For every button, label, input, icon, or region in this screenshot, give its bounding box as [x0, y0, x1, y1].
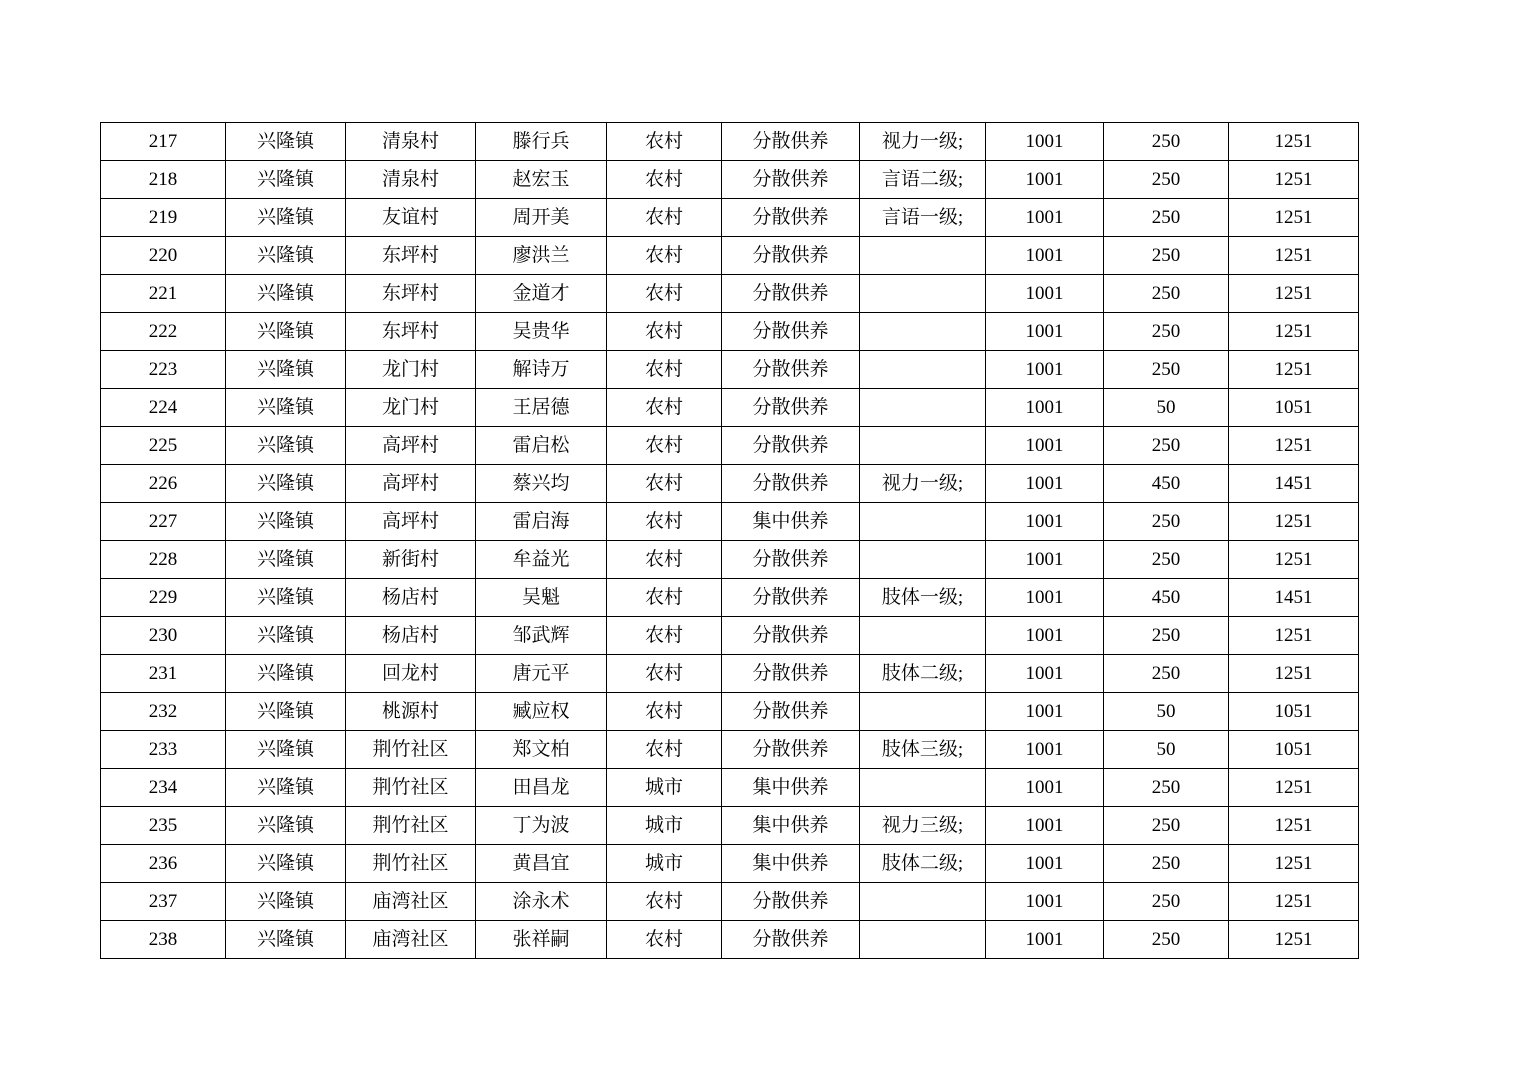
table-cell: 250	[1104, 655, 1229, 693]
table-cell: 黄昌宜	[476, 845, 607, 883]
table-cell: 吴魁	[476, 579, 607, 617]
table-cell: 城市	[607, 769, 722, 807]
table-cell: 1001	[986, 921, 1104, 959]
table-row	[101, 655, 1359, 693]
table-cell: 兴隆镇	[226, 579, 346, 617]
table-cell: 桃源村	[346, 693, 476, 731]
table-cell: 廖洪兰	[476, 237, 607, 275]
table-cell: 兴隆镇	[226, 693, 346, 731]
table-cell: 城市	[607, 845, 722, 883]
table-cell: 集中供养	[722, 503, 860, 541]
table-cell: 农村	[607, 351, 722, 389]
table-cell: 农村	[607, 693, 722, 731]
table-cell: 兴隆镇	[226, 921, 346, 959]
table-body	[101, 123, 1359, 959]
table-cell: 视力一级;	[860, 465, 986, 503]
table-cell: 东坪村	[346, 275, 476, 313]
table-cell: 250	[1104, 541, 1229, 579]
table-cell: 1451	[1229, 579, 1359, 617]
table-cell: 217	[101, 123, 226, 161]
table-cell: 1001	[986, 275, 1104, 313]
table-cell: 王居德	[476, 389, 607, 427]
table-cell: 张祥嗣	[476, 921, 607, 959]
table-cell: 滕行兵	[476, 123, 607, 161]
table-cell: 兴隆镇	[226, 351, 346, 389]
table-cell: 1001	[986, 123, 1104, 161]
table-cell: 肢体一级;	[860, 579, 986, 617]
table-cell: 荆竹社区	[346, 731, 476, 769]
table-cell: 250	[1104, 503, 1229, 541]
table-cell: 250	[1104, 237, 1229, 275]
table-cell: 1451	[1229, 465, 1359, 503]
table-row	[101, 351, 1359, 389]
table-cell: 兴隆镇	[226, 123, 346, 161]
table-cell: 蔡兴均	[476, 465, 607, 503]
table-cell: 兴隆镇	[226, 769, 346, 807]
table-cell: 庙湾社区	[346, 883, 476, 921]
table-cell: 218	[101, 161, 226, 199]
table-cell: 1251	[1229, 655, 1359, 693]
table-cell: 235	[101, 807, 226, 845]
table-row	[101, 731, 1359, 769]
table-cell: 城市	[607, 807, 722, 845]
table-cell: 250	[1104, 351, 1229, 389]
table-cell: 1001	[986, 769, 1104, 807]
table-cell: 219	[101, 199, 226, 237]
table-cell: 226	[101, 465, 226, 503]
table-row	[101, 541, 1359, 579]
table-cell: 荆竹社区	[346, 807, 476, 845]
table-cell	[860, 541, 986, 579]
table-cell: 龙门村	[346, 351, 476, 389]
table-cell: 荆竹社区	[346, 769, 476, 807]
table-cell: 237	[101, 883, 226, 921]
table-cell: 分散供养	[722, 693, 860, 731]
table-cell: 高坪村	[346, 503, 476, 541]
table-cell: 238	[101, 921, 226, 959]
table-row	[101, 769, 1359, 807]
table-cell: 兴隆镇	[226, 883, 346, 921]
table-cell: 1251	[1229, 199, 1359, 237]
table-cell: 兴隆镇	[226, 161, 346, 199]
table-cell: 农村	[607, 541, 722, 579]
table-cell: 1001	[986, 351, 1104, 389]
table-cell: 250	[1104, 845, 1229, 883]
table-cell: 杨店村	[346, 617, 476, 655]
table-cell: 1001	[986, 503, 1104, 541]
table-cell: 兴隆镇	[226, 465, 346, 503]
table-cell: 肢体三级;	[860, 731, 986, 769]
table-cell: 231	[101, 655, 226, 693]
table-cell: 荆竹社区	[346, 845, 476, 883]
table-row	[101, 123, 1359, 161]
table-cell: 农村	[607, 465, 722, 503]
table-row	[101, 693, 1359, 731]
table-cell: 龙门村	[346, 389, 476, 427]
table-cell: 集中供养	[722, 845, 860, 883]
table-cell: 清泉村	[346, 161, 476, 199]
table-cell: 郑文柏	[476, 731, 607, 769]
table-cell: 230	[101, 617, 226, 655]
table-cell: 分散供养	[722, 731, 860, 769]
table-cell: 1251	[1229, 351, 1359, 389]
table-cell: 邹武辉	[476, 617, 607, 655]
table-cell: 友谊村	[346, 199, 476, 237]
table-cell: 言语一级;	[860, 199, 986, 237]
table-cell: 新街村	[346, 541, 476, 579]
table-cell: 兴隆镇	[226, 389, 346, 427]
table-cell: 分散供养	[722, 237, 860, 275]
table-cell	[860, 313, 986, 351]
table-cell: 臧应权	[476, 693, 607, 731]
table-cell: 雷启松	[476, 427, 607, 465]
table-cell: 兴隆镇	[226, 845, 346, 883]
table-cell	[860, 617, 986, 655]
table-cell: 农村	[607, 883, 722, 921]
table-cell: 分散供养	[722, 465, 860, 503]
table-cell: 分散供养	[722, 921, 860, 959]
table-row	[101, 883, 1359, 921]
table-cell: 1251	[1229, 541, 1359, 579]
table-cell: 1001	[986, 731, 1104, 769]
table-cell: 1001	[986, 883, 1104, 921]
table-cell: 225	[101, 427, 226, 465]
table-cell: 分散供养	[722, 275, 860, 313]
table-cell	[860, 693, 986, 731]
table-cell: 250	[1104, 275, 1229, 313]
table-row	[101, 275, 1359, 313]
table-cell: 1251	[1229, 503, 1359, 541]
table-cell: 言语二级;	[860, 161, 986, 199]
table-cell	[860, 769, 986, 807]
table-cell: 农村	[607, 161, 722, 199]
table-cell	[860, 427, 986, 465]
table-cell: 250	[1104, 883, 1229, 921]
table-cell: 236	[101, 845, 226, 883]
table-cell: 250	[1104, 313, 1229, 351]
table-cell: 兴隆镇	[226, 541, 346, 579]
table-cell: 1251	[1229, 883, 1359, 921]
table-cell: 田昌龙	[476, 769, 607, 807]
table-cell: 农村	[607, 389, 722, 427]
table-cell: 1051	[1229, 731, 1359, 769]
table-cell: 解诗万	[476, 351, 607, 389]
table-cell: 兴隆镇	[226, 237, 346, 275]
table-cell: 农村	[607, 503, 722, 541]
table-cell: 1001	[986, 807, 1104, 845]
table-cell: 农村	[607, 123, 722, 161]
table-cell: 250	[1104, 199, 1229, 237]
table-cell: 农村	[607, 313, 722, 351]
table-cell: 1001	[986, 465, 1104, 503]
table-cell: 50	[1104, 693, 1229, 731]
table-cell: 1251	[1229, 237, 1359, 275]
table-cell: 丁为波	[476, 807, 607, 845]
table-cell: 涂永术	[476, 883, 607, 921]
table-cell: 228	[101, 541, 226, 579]
table-cell: 1001	[986, 427, 1104, 465]
table-cell: 东坪村	[346, 237, 476, 275]
table-cell: 234	[101, 769, 226, 807]
table-cell: 1251	[1229, 123, 1359, 161]
table-cell: 农村	[607, 237, 722, 275]
table-cell: 集中供养	[722, 807, 860, 845]
table-cell: 兴隆镇	[226, 503, 346, 541]
table-cell: 视力三级;	[860, 807, 986, 845]
table-cell: 肢体二级;	[860, 655, 986, 693]
table-cell: 232	[101, 693, 226, 731]
table-cell: 高坪村	[346, 465, 476, 503]
table-cell: 集中供养	[722, 769, 860, 807]
table-cell: 250	[1104, 769, 1229, 807]
table-cell: 高坪村	[346, 427, 476, 465]
table-cell: 清泉村	[346, 123, 476, 161]
table-cell: 分散供养	[722, 541, 860, 579]
table-cell: 唐元平	[476, 655, 607, 693]
table-cell: 兴隆镇	[226, 313, 346, 351]
table-cell: 1001	[986, 693, 1104, 731]
table-cell: 227	[101, 503, 226, 541]
table-cell: 吴贵华	[476, 313, 607, 351]
table-cell: 1001	[986, 845, 1104, 883]
table-cell: 1251	[1229, 161, 1359, 199]
table-cell	[860, 351, 986, 389]
table-cell: 分散供养	[722, 313, 860, 351]
table-row	[101, 579, 1359, 617]
table-cell: 1001	[986, 237, 1104, 275]
table-cell: 农村	[607, 655, 722, 693]
table-cell: 1001	[986, 313, 1104, 351]
table-cell: 1251	[1229, 921, 1359, 959]
table-cell: 农村	[607, 427, 722, 465]
table-cell	[860, 389, 986, 427]
table-cell: 250	[1104, 921, 1229, 959]
table-cell: 农村	[607, 731, 722, 769]
table-cell: 周开美	[476, 199, 607, 237]
table-row	[101, 313, 1359, 351]
table-cell: 兴隆镇	[226, 807, 346, 845]
table-cell: 庙湾社区	[346, 921, 476, 959]
table-cell: 250	[1104, 807, 1229, 845]
table-row	[101, 427, 1359, 465]
table-cell: 229	[101, 579, 226, 617]
table-row	[101, 389, 1359, 427]
table-cell: 250	[1104, 617, 1229, 655]
table-cell: 223	[101, 351, 226, 389]
table-cell: 1001	[986, 617, 1104, 655]
table-cell: 1251	[1229, 427, 1359, 465]
table-cell: 1051	[1229, 389, 1359, 427]
table-row	[101, 503, 1359, 541]
table-cell: 兴隆镇	[226, 427, 346, 465]
table-cell: 农村	[607, 199, 722, 237]
table-cell: 1251	[1229, 807, 1359, 845]
table-row	[101, 807, 1359, 845]
table-cell: 分散供养	[722, 427, 860, 465]
table-cell: 1251	[1229, 313, 1359, 351]
table-cell: 450	[1104, 465, 1229, 503]
table-cell: 1001	[986, 541, 1104, 579]
table-cell: 雷启海	[476, 503, 607, 541]
table-cell: 东坪村	[346, 313, 476, 351]
table-cell: 50	[1104, 389, 1229, 427]
table-row	[101, 199, 1359, 237]
table-cell: 250	[1104, 161, 1229, 199]
table-cell: 224	[101, 389, 226, 427]
records-table	[100, 122, 1359, 959]
table-cell: 杨店村	[346, 579, 476, 617]
table-cell: 分散供养	[722, 389, 860, 427]
table-cell: 1051	[1229, 693, 1359, 731]
table-cell: 1001	[986, 161, 1104, 199]
table-cell: 1251	[1229, 617, 1359, 655]
table-cell: 分散供养	[722, 199, 860, 237]
table-cell: 金道才	[476, 275, 607, 313]
table-cell: 221	[101, 275, 226, 313]
table-cell	[860, 237, 986, 275]
table-cell: 兴隆镇	[226, 199, 346, 237]
table-cell: 分散供养	[722, 655, 860, 693]
table-cell: 农村	[607, 579, 722, 617]
table-cell: 兴隆镇	[226, 617, 346, 655]
table-cell: 分散供养	[722, 883, 860, 921]
table-cell: 1001	[986, 199, 1104, 237]
table-cell: 分散供养	[722, 617, 860, 655]
table-cell: 50	[1104, 731, 1229, 769]
table-cell	[860, 883, 986, 921]
table-cell: 农村	[607, 617, 722, 655]
table-cell	[860, 921, 986, 959]
table-row	[101, 465, 1359, 503]
table-cell: 分散供养	[722, 579, 860, 617]
table-cell: 250	[1104, 123, 1229, 161]
table-row	[101, 845, 1359, 883]
table-cell: 220	[101, 237, 226, 275]
table-cell: 兴隆镇	[226, 275, 346, 313]
table-cell: 视力一级;	[860, 123, 986, 161]
table-row	[101, 237, 1359, 275]
table-cell: 1001	[986, 579, 1104, 617]
table-row	[101, 161, 1359, 199]
table-cell: 农村	[607, 275, 722, 313]
table-cell: 牟益光	[476, 541, 607, 579]
table-cell: 1251	[1229, 275, 1359, 313]
table-cell: 赵宏玉	[476, 161, 607, 199]
table-row	[101, 921, 1359, 959]
table-cell: 兴隆镇	[226, 731, 346, 769]
table-cell	[860, 503, 986, 541]
table-cell: 250	[1104, 427, 1229, 465]
table-cell: 回龙村	[346, 655, 476, 693]
table-cell: 222	[101, 313, 226, 351]
table-cell: 1251	[1229, 769, 1359, 807]
table-cell: 分散供养	[722, 351, 860, 389]
table-cell: 分散供养	[722, 161, 860, 199]
table-cell: 1001	[986, 389, 1104, 427]
table-cell: 兴隆镇	[226, 655, 346, 693]
table-cell: 1251	[1229, 845, 1359, 883]
table-cell: 肢体二级;	[860, 845, 986, 883]
table-cell: 农村	[607, 921, 722, 959]
table-cell	[860, 275, 986, 313]
table-cell: 1001	[986, 655, 1104, 693]
table-cell: 分散供养	[722, 123, 860, 161]
table-cell: 450	[1104, 579, 1229, 617]
table-cell: 233	[101, 731, 226, 769]
table-row	[101, 617, 1359, 655]
